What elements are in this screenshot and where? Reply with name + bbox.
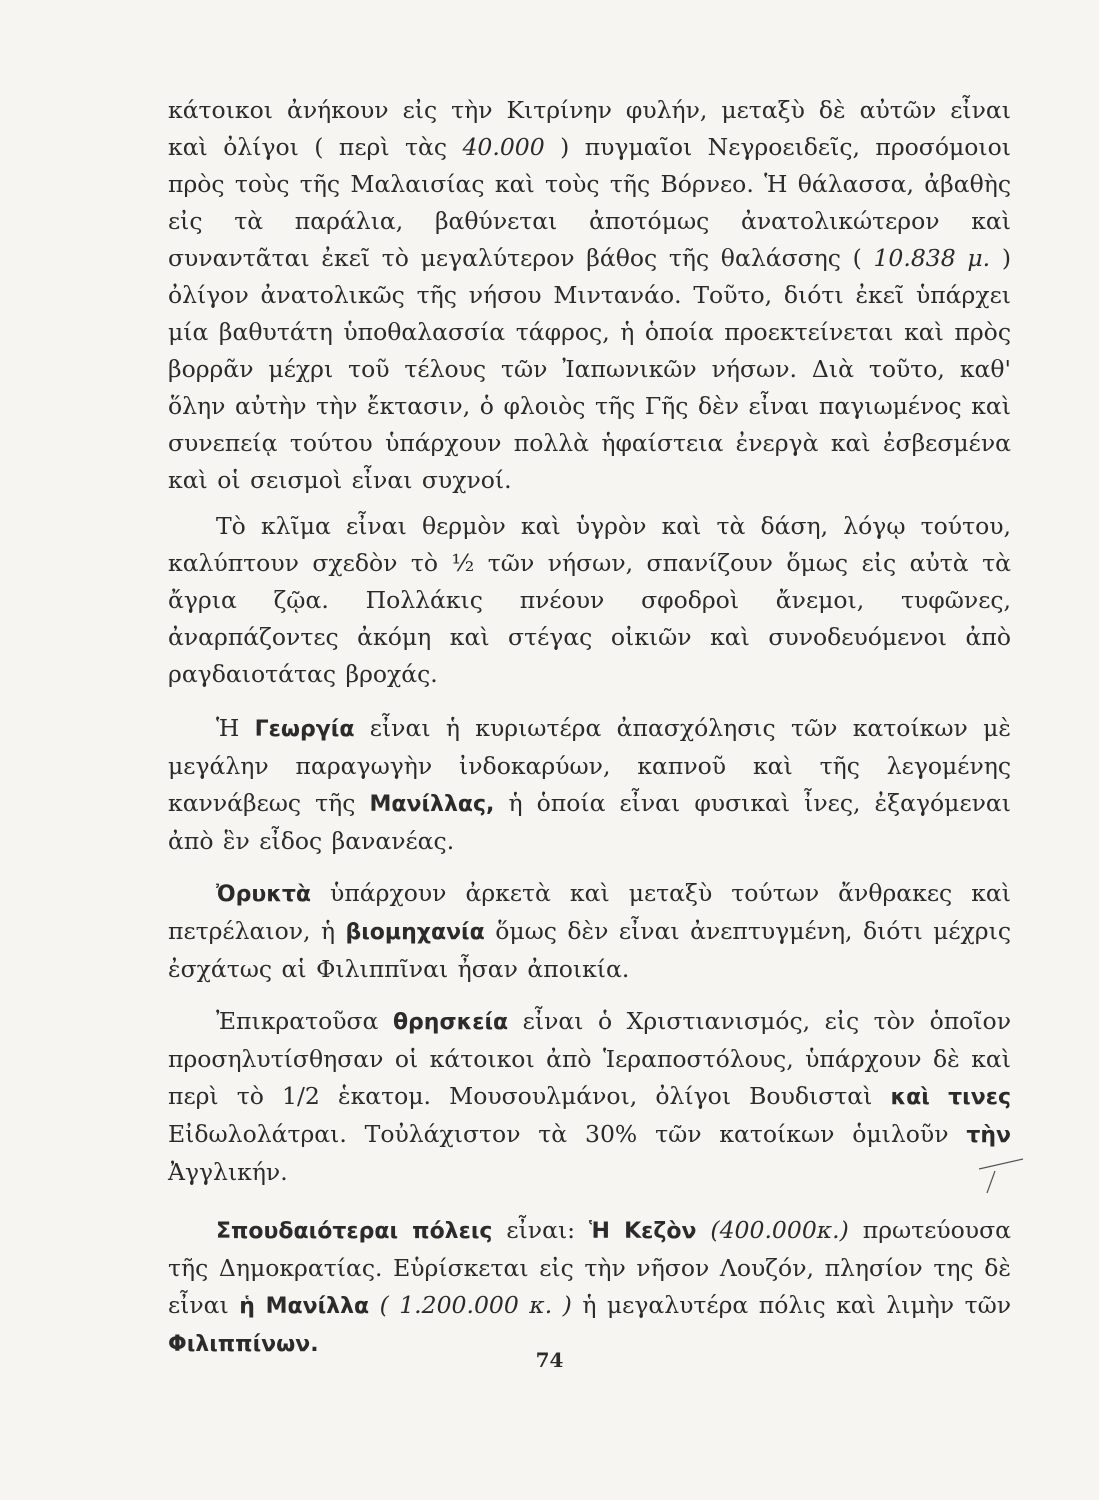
text: Τὸ κλῖμα εἶναι θερμὸν καὶ ὑγρὸν καὶ τὰ δάση, λόγῳ τούτου, καλύπτουν σχεδὸν τὸ ½ τῶν νήσων, σπανίζουν ὅμως εἰς αὐτὰ τὰ ἄγρια ζῷα. Πολλάκις πνέουν σφοδροὶ ἄνεμοι, τυφῶνες, ἀναρπάζοντες ἀκόμη καὶ στέγας οἰκιῶν καὶ συνοδευόμενοι ἀπὸ ραγδαιοτάτας βροχάς. <box>168 512 1011 688</box>
text: Ἡ <box>216 714 255 742</box>
keyword-some: καὶ τινες <box>890 1085 1011 1110</box>
text: Εἰδωλολάτραι. Τοὐλάχιστον τὰ 30% τῶν κατοίκων ὁμιλοῦν <box>168 1120 967 1148</box>
keyword-quezon: Ἡ Κεζὸν <box>589 1219 697 1244</box>
manila-population: ( 1.200.000 κ. ) <box>369 1291 572 1319</box>
text: ὑπάρχουν ἀρκετὰ καὶ μεταξὺ τούτων ἄνθρακες καὶ πετρέλαιον, ἡ <box>168 879 1011 945</box>
paragraph-religion <box>168 1003 1011 1191</box>
text: εἶναι ὁ Χριστιανισμός, εἰς τὸν ὁποῖον προσηλυτίσθησαν οἱ κάτοικοι ἀπὸ Ἱεραποστόλους, ὑπάρχουν δὲ καὶ περὶ τὸ 1/2 ἑκατομ. Μουσουλμάνοι, ὀλίγοι Βουδισταὶ <box>168 1007 1011 1110</box>
text: Ἀγγλικήν. <box>168 1158 288 1186</box>
paragraph-minerals <box>168 875 1011 988</box>
text: ἡ ὁποία εἶναι φυσικαὶ ἶνες, ἐξαγόμεναι ἀπὸ ἓν εἶδος βανανέας. <box>168 789 1011 855</box>
paragraph-cities <box>168 1212 1011 1363</box>
sea-depth: 10.838 μ. <box>873 244 991 272</box>
keyword-philippines: Φιλιππίνων. <box>168 1332 319 1357</box>
pygmy-count: 40.000 <box>462 133 545 161</box>
text: κάτοικοι ἀνήκουν εἰς τὴν Κιτρίνην φυλήν, μεταξὺ δὲ αὐτῶν εἶναι καὶ ὀλίγοι ( περὶ τὰς <box>168 96 1011 161</box>
keyword-agriculture: Γεωργία <box>254 717 355 742</box>
paragraph-inhabitants <box>168 92 1011 499</box>
text: ὅμως δὲν εἶναι ἀνεπτυγμένη, διότι μέχρις ἐσχάτως αἱ Φιλιππῖναι ἦσαν ἀποικία. <box>168 917 1011 983</box>
pencil-mark-icon <box>975 1147 1025 1197</box>
page-body <box>168 92 1011 1363</box>
text: ἡ μεγαλυτέρα πόλις καὶ λιμὴν τῶν <box>571 1291 1012 1319</box>
text: Ἐπικρατοῦσα <box>216 1007 393 1035</box>
keyword-religion: θρησκεία <box>392 1010 509 1035</box>
keyword-manila: Μανίλλας, <box>369 792 495 817</box>
keyword-manila-city: ἡ Μανίλλα <box>239 1294 370 1319</box>
text: εἶναι: <box>492 1216 590 1244</box>
text: ) ὀλίγον ἀνατολικῶς τῆς νήσου Μιντανάο. Τοῦτο, διότι ἐκεῖ ὑπάρχει μία βαθυτάτη ὑποθαλασσία τάφρος, ἡ ὁποία προεκτείνεται καὶ πρὸς βορρᾶν μέχρι τοῦ τέλους τῶν Ἰαπωνικῶν νήσων. Διὰ τοῦτο, καθ' ὅλην αὐτὴν τὴν ἔκτασιν, ὁ φλοιὸς τῆς Γῆς δὲν εἶναι παγιωμένος καὶ συνεπείᾳ τούτου ὑπάρχουν πολλὰ ἡφαίστεια ἐνεργὰ καὶ ἐσβεσμένα καὶ οἱ σεισμοὶ εἶναι συχνοί. <box>168 244 1011 494</box>
keyword-minerals: Ὀρυκτὰ <box>216 882 312 907</box>
paragraph-climate <box>168 508 1011 693</box>
paragraph-agriculture <box>168 710 1011 860</box>
quezon-population: (400.000κ.) <box>696 1216 849 1244</box>
text: ) πυγμαῖοι Νεγροειδεῖς, προσόμοιοι πρὸς τοὺς τῆς Μαλαισίας καὶ τοὺς τῆς Βόρνεο. Ἡ θάλασσα, ἀβαθὴς εἰς τὰ παράλια, βαθύνεται ἀποτόμως ἀνατολικώτερον καὶ συναντᾶται ἐκεῖ τὸ μεγαλύτερον βάθος τῆς θαλάσσης ( <box>168 133 1011 272</box>
text: εἶναι ἡ κυριωτέρα ἀπασχόλησις τῶν κατοίκων μὲ μεγάλην παραγωγὴν ἰνδοκαρύων, καπνοῦ καὶ τῆς λεγομένης καννάβεως τῆς <box>168 714 1012 817</box>
keyword-industry: βιομηχανία <box>345 920 485 945</box>
keyword-the: τὴν <box>966 1123 1011 1148</box>
page-number: 74 <box>535 1348 564 1372</box>
keyword-cities: Σπουδαιότεραι πόλεις <box>216 1219 493 1244</box>
text: πρωτεύουσα τῆς Δημοκρατίας. Εὑρίσκεται εἰς τὴν νῆσον Λουζόν, πλησίον της δὲ εἶναι <box>168 1216 1011 1319</box>
